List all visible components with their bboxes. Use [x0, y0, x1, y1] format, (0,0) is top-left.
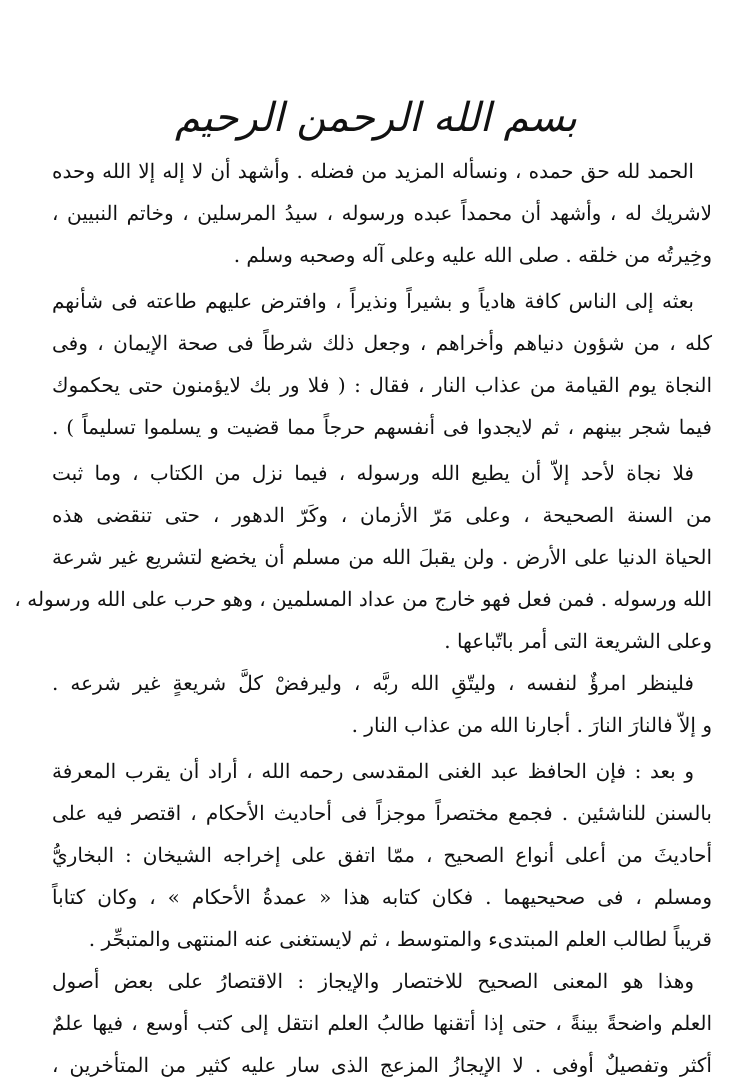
text-line: أكثر وتفصيلٌ أوفى . لا الإيجازُ المزعج الذى سار عليه كثير من المتأخرين ،: [52, 1053, 712, 1077]
text-line: فيما شجر بينهم ، ثم لايجدوا فى أنفسهم حرجاً مما قضيت و يسلموا تسليماً ) .: [52, 415, 712, 439]
text-line: وهذا هو المعنى الصحيح للاختصار والإيجاز : الاقتصارُ على بعض أصول: [52, 969, 694, 993]
text-line: وعلى الشريعة التى أمر باتّباعها .: [444, 629, 712, 653]
text-line: أحاديثَ من أعلى أنواع الصحيح ، ممّا اتفق على إخراجه الشيخان : البخاريُّ: [52, 843, 712, 867]
text-line: العلم واضحةً بينةً ، حتى إذا أتقنها طالبُ العلم انتقل إلى كتب أوسع ، فيها علمٌ: [52, 1011, 712, 1035]
text-line: من السنة الصحيحة ، وعلى مَرّ الأزمان ، وكَرّ الدهور ، حتى تنقضى هذه: [52, 503, 712, 527]
text-line: بعثه إلى الناس كافة هادياً و بشيراً ونذيراً ، وافترض عليهم طاعته فى شأنهم: [52, 289, 694, 313]
text-line: و إلاّ فالنارَ النارَ . أجارنا الله من عذاب النار .: [351, 713, 712, 737]
text-line: لاشريك له ، وأشهد أن محمداً عبده ورسوله ، سيدُ المرسلين ، وخاتم النبيين ،: [52, 201, 712, 225]
text-line: فلينظر امرؤٌ لنفسه ، وليتّقِ الله ربَّه ، وليرفضْ كلَّ شريعةٍ غير شرعه .: [52, 671, 694, 695]
text-line: ومسلم ، فى صحيحيهما . فكان كتابه هذا « عمدةُ الأحكام » ، وكان كتاباً: [52, 885, 712, 909]
basmala-heading: بسم الله الرحمن الرحيم: [174, 95, 578, 141]
text-line: وخِيرتُه من خلقه . صلى الله عليه وعلى آله وصحبه وسلم .: [233, 243, 712, 267]
text-line: بالسنن للناشئين . فجمع مختصراً موجزاً فى أحاديث الأحكام ، اقتصر فيه على: [52, 801, 712, 825]
text-line: و بعد : فإن الحافظ عبد الغنى المقدسى رحمه الله ، أراد أن يقرب المعرفة: [52, 759, 694, 783]
text-line: الله ورسوله . فمن فعل فهو خارج من عداد المسلمين ، وهو حرب على الله ورسوله ،: [14, 587, 712, 611]
text-line: الحمد لله حق حمده ، ونسأله المزيد من فضله . وأشهد أن لا إله إلا الله وحده: [52, 159, 694, 183]
text-line: كله ، من شؤون دنياهم وأخراهم ، وجعل ذلك شرطاً فى صحة الإيمان ، وفى: [52, 331, 712, 355]
text-line: فلا نجاة لأحد إلاّ أن يطيع الله ورسوله ، فيما نزل من الكتاب ، وما ثبت: [52, 461, 694, 485]
text-line: النجاة يوم القيامة من عذاب النار ، فقال : ( فلا ور بك لايؤمنون حتى يحكموك: [52, 373, 712, 397]
text-line: الحياة الدنيا على الأرض . ولن يقبلَ الله من مسلم أن يخضع لتشريع غير شرعة: [52, 545, 712, 569]
text-line: قريباً لطالب العلم المبتدىء والمتوسط ، ثم لايستغنى عنه المنتهى والمتبحِّر .: [88, 927, 712, 951]
text-body: [14, 150, 712, 1086]
